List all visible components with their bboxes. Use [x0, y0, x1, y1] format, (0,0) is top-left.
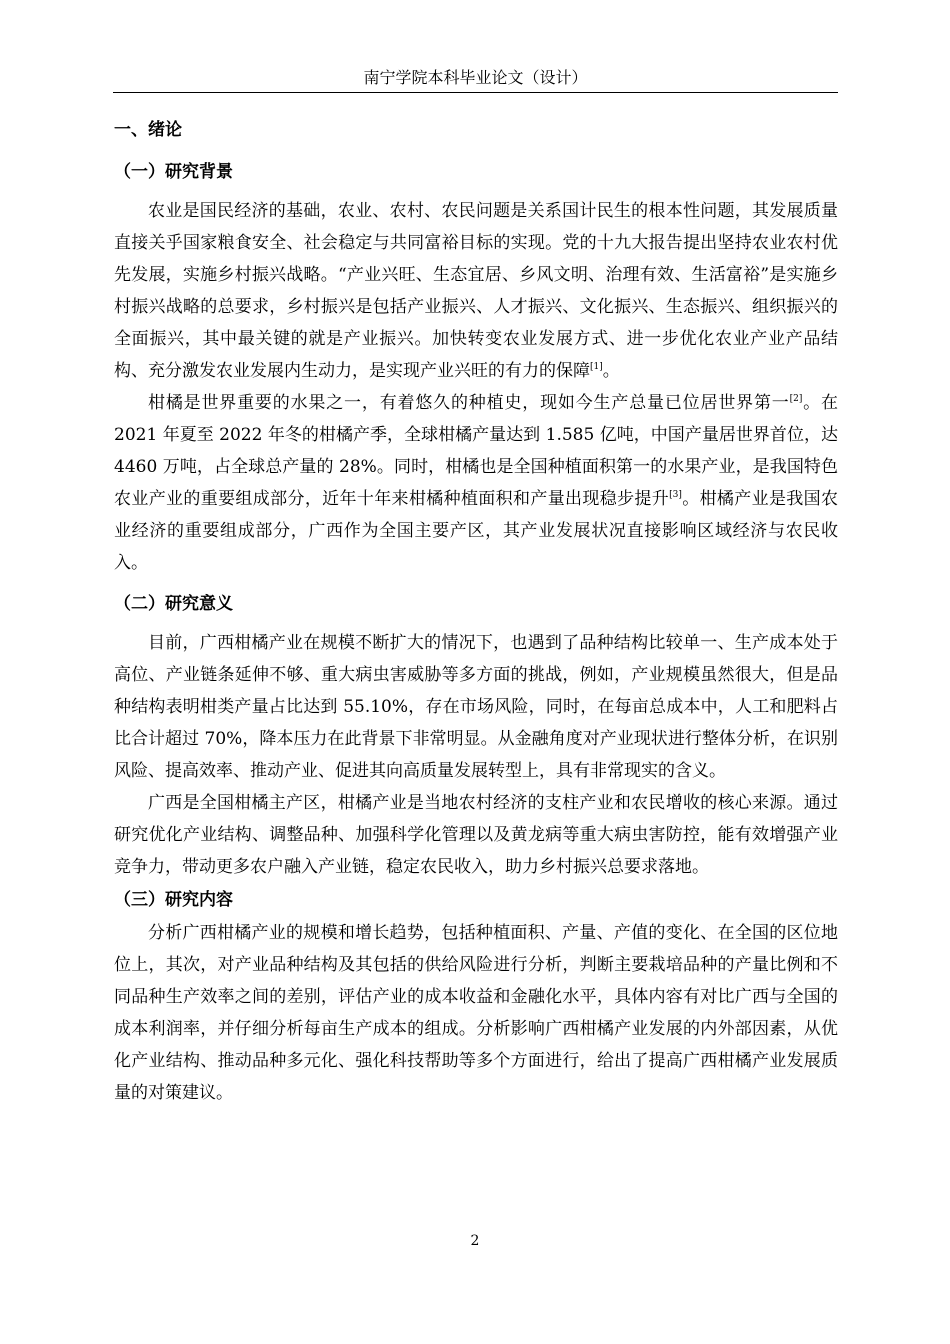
- paragraph-text: 农业是国民经济的基础，农业、农村、农民问题是关系国计民生的根本性问题，其发展质量直接关乎国家粮食安全、社会稳定与共同富裕目标的实现。党的十九大报告提出坚持农业农村优先发展，实施乡村振兴战略。“产业兴旺、生态宜居、乡风文明、治理有效、生活富裕”是实施乡村振兴战略的总要求，乡村振兴是包括产业振兴、人才振兴、文化振兴、生态振兴、组织振兴的全面振兴，其中最关键的就是产业振兴。加快转变农业发展方式、进一步优化农业产业产品结构、充分激发农业发展内生动力，是实现产业兴旺的有力的保障: [114, 201, 838, 381]
- header-divider: [113, 92, 838, 93]
- citation-ref-3: [3]: [669, 490, 682, 500]
- page-number: 2: [470, 1233, 480, 1249]
- paragraph-background-2: [114, 387, 838, 579]
- section-heading-content: （三）研究内容: [114, 890, 233, 910]
- paragraph-text: 。在 2021 年夏至 2022 年冬的柑橘产季，全球柑橘产量达到 1.585 亿吨，中国产量居世界首位，达 4460 万吨，占全球总产量的 28%。同时，柑橘也是全国种植面积第一的水果产业，是我国特色农业产业的重要组成部分，近年十年来柑橘种植面积和产量出现稳步提升: [114, 393, 839, 509]
- paragraph-text: 柑橘是世界重要的水果之一，有着悠久的种植史，现如今生产总量已位居世界第一: [148, 393, 790, 413]
- document-body: [114, 113, 838, 1109]
- paragraph-text-end: 。: [602, 361, 620, 381]
- chapter-heading: 一、绪论: [114, 120, 182, 140]
- paragraph-text: 。柑橘产业是我国农业经济的重要组成部分，广西作为全国主要产区，其产业发展状况直接影响区域经济与农民收入。: [114, 489, 839, 573]
- section-heading-significance: （二）研究意义: [114, 594, 233, 614]
- citation-ref-2: [2]: [789, 394, 803, 404]
- paragraph-significance-1: 目前，广西柑橘产业在规模不断扩大的情况下，也遇到了品种结构比较单一、生产成本处于高位、产业链条延伸不够、重大病虫害威胁等多方面的挑战，例如，产业规模虽然很大，但是品种结构表明柑类产量占比达到 55.10%，存在市场风险，同时，在每亩总成本中，人工和肥料占比合计超过 70%，降本压力在此背景下非常明显。从金融角度对产业现状进行整体分析，在识别风险、提高效率、推动产业、促进其向高质量发展转型上，具有非常现实的含义。: [114, 633, 838, 781]
- paragraph-significance-2: 广西是全国柑橘主产区，柑橘产业是当地农村经济的支柱产业和农民增收的核心来源。通过研究优化产业结构、调整品种、加强科学化管理以及黄龙病等重大病虫害防控，能有效增强产业竞争力，带动更多农户融入产业链，稳定农民收入，助力乡村振兴总要求落地。: [114, 793, 838, 877]
- paragraph-background-1: [114, 195, 838, 387]
- paragraph-content-1: 分析广西柑橘产业的规模和增长趋势，包括种植面积、产量、产值的变化、在全国的区位地位上，其次，对产业品种结构及其包括的供给风险进行分析，判断主要栽培品种的产量比例和不同品种生产效率之间的差别，评估产业的成本收益和金融化水平，具体内容有对比广西与全国的成本利润率，并仔细分析每亩生产成本的组成。分析影响广西柑橘产业发展的内外部因素，从优化产业结构、推动品种多元化、强化科技帮助等多个方面进行，给出了提高广西柑橘产业发展质量的对策建议。: [114, 923, 838, 1103]
- section-heading-background: （一）研究背景: [114, 162, 233, 182]
- page-header: 南宁学院本科毕业论文（设计）: [363, 68, 588, 87]
- citation-ref-1: [1]: [590, 362, 603, 372]
